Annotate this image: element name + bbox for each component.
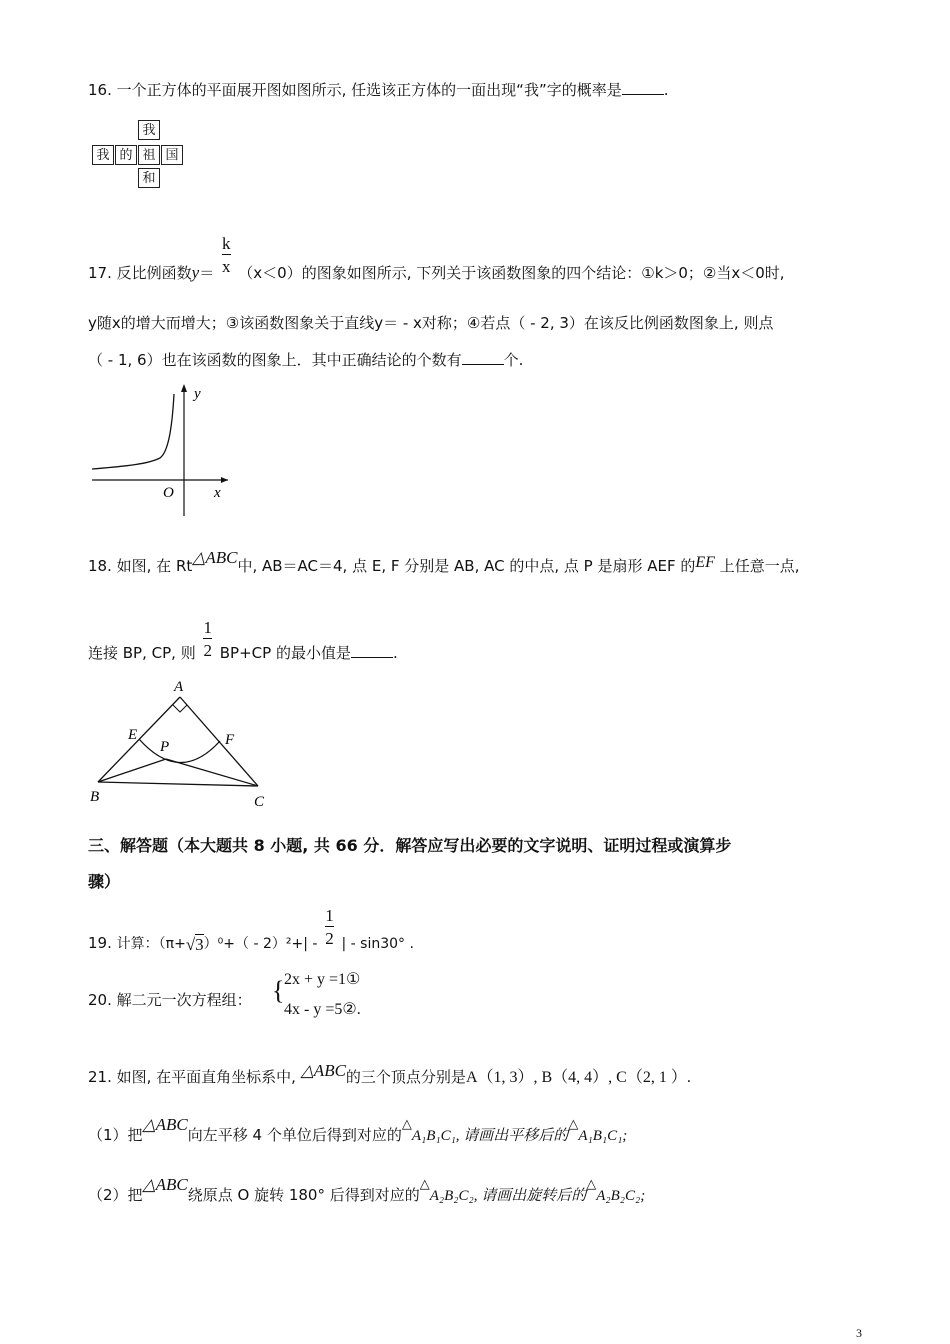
q21-part1-tri-b: △ — [568, 1116, 579, 1131]
q21-part2-tri-a: △ — [419, 1176, 430, 1191]
q21-part1-tri-a: △ — [401, 1116, 412, 1131]
q18-half — [203, 618, 212, 660]
label-p: P — [160, 739, 170, 755]
q18-line2-end: BP+CP 的最小值是 — [219, 643, 351, 662]
q19-sqrt-value: 3 — [195, 934, 204, 954]
q21-points: A（1, 3）, B（4, 4）, C（2, 1 ）. — [465, 1069, 691, 1086]
q17-graph — [88, 380, 238, 520]
question-16 — [88, 82, 669, 98]
q18-text-end: 上任意一点, — [719, 557, 800, 575]
q18-half-den: 2 — [203, 638, 212, 661]
y-axis-arrow — [181, 384, 187, 392]
q21-text: 的三个顶点分别是 — [345, 1068, 466, 1086]
section-3-title: 三、解答题（本大题共 8 小题, 共 66 分．解答应写出必要的文字说明、证明过程或演算步 — [88, 836, 732, 855]
q21-part2-tri-b: △ — [586, 1176, 597, 1191]
segment-cp — [166, 759, 258, 786]
q21-part2-start: （2）把 — [88, 1186, 143, 1204]
net-cell-1: 我 — [92, 145, 114, 165]
q17-k-over-x — [222, 234, 231, 276]
q18-intro: 如图, 在 Rt — [116, 557, 193, 575]
q17-cond: （x＜0）的图象如图所示, 下列关于该函数图象的四个结论：① — [238, 263, 655, 282]
q21-part1-a1b1c1: A₁B₁C₁, 请画出平移后的 — [411, 1128, 569, 1144]
graph-x-label: x — [214, 485, 221, 501]
q17-number: 17. — [88, 263, 112, 282]
q17-answer-blank — [462, 352, 504, 365]
arc-ef — [139, 739, 220, 763]
q21-part2-a2b2c2: A₂B₂C₂, 请画出旋转后的 — [429, 1188, 587, 1204]
side-bc — [98, 782, 258, 786]
q18-end: . — [392, 643, 398, 662]
q21-intro: 如图, 在平面直角坐标系中, — [116, 1068, 296, 1086]
net-cell-4: 国 — [161, 145, 183, 165]
q21-part2-end: A₂B₂C₂; — [596, 1188, 646, 1204]
question-21 — [88, 1061, 691, 1086]
q20-brace: { — [272, 976, 285, 1005]
q21-part-2 — [88, 1175, 646, 1204]
q16-answer-blank — [622, 82, 664, 95]
q19-text-mid: ）⁰+（ - 2）²+| - — [203, 935, 318, 952]
q18-figure — [84, 675, 284, 815]
question-18-line1 — [88, 548, 800, 575]
q17-y: y — [191, 262, 200, 282]
hyperbola-curve — [92, 394, 174, 469]
q17-k-gt: k＞0；②当 — [654, 263, 732, 282]
q16-text: 一个正方体的平面展开图如图所示, 任选该正方体的一面出现“我”字的概率是 — [116, 81, 622, 99]
q21-part1-start: （1）把 — [88, 1126, 143, 1144]
q18-text: 中, AB＝AC＝4, 点 E, F 分别是 AB, AC 的中点, 点 P 是扇形 AEF 的 — [237, 557, 696, 575]
q20-end: . — [356, 1001, 361, 1018]
q19-half-den: 2 — [325, 926, 334, 949]
q17-x-lt: x＜0时, — [731, 263, 785, 282]
graph-origin-label: O — [163, 485, 174, 501]
question-18-line2 — [88, 618, 398, 660]
q21-part1-triangle: △ABC — [142, 1115, 188, 1134]
q20-text: 解二元一次方程组： — [116, 991, 252, 1009]
page-number: 3 — [856, 1326, 862, 1340]
question-17-line3 — [88, 352, 523, 368]
q20-eq2 — [284, 1002, 361, 1018]
net-cell-2: 的 — [115, 145, 137, 165]
q17-k: k — [222, 234, 231, 253]
q18-line2-start: 连接 BP, CP, 则 — [88, 643, 196, 662]
x-axis-arrow — [221, 477, 228, 483]
q16-number: 16. — [88, 81, 112, 99]
right-angle-mark — [173, 705, 187, 712]
q21-part1-end: A₁B₁C₁; — [578, 1128, 628, 1144]
q19-half-num: 1 — [325, 906, 334, 925]
q21-number: 21. — [88, 1068, 112, 1086]
q21-part-1 — [88, 1115, 628, 1144]
q17-line3-text: （ - 1, 6）也在该函数的图象上．其中正确结论的个数有 — [88, 351, 462, 369]
graph-y-label: y — [194, 386, 201, 402]
q21-part1-text: 向左平移 4 个单位后得到对应的 — [187, 1126, 402, 1144]
label-b: B — [90, 789, 100, 805]
q19-half — [325, 906, 334, 948]
q16-end: . — [663, 81, 669, 99]
section-3-title-cont: 骤） — [88, 872, 121, 891]
label-f: F — [225, 732, 235, 748]
question-19 — [88, 906, 414, 954]
net-cell-top: 我 — [138, 120, 160, 140]
label-a: A — [174, 679, 184, 695]
q19-text-end: | - sin30° . — [341, 935, 414, 952]
q19-number: 19. — [88, 933, 112, 952]
net-cell-bottom: 和 — [138, 168, 160, 188]
q19-sqrt: √3 — [185, 934, 204, 954]
q18-arc-ef: EF — [695, 554, 715, 571]
q17-x: x — [222, 254, 231, 277]
q21-triangle: △ABC — [300, 1061, 346, 1080]
q18-half-num: 1 — [203, 618, 212, 637]
q21-part2-text: 绕原点 O 旋转 180° 后得到对应的 — [187, 1186, 420, 1204]
q21-part2-triangle: △ABC — [142, 1175, 188, 1194]
question-17-line1 — [88, 226, 785, 282]
q17-end: 个. — [503, 351, 524, 369]
q17-intro: 反比例函数 — [116, 263, 192, 282]
label-c: C — [254, 794, 265, 810]
q18-number: 18. — [88, 557, 112, 575]
question-20 — [88, 993, 252, 1008]
q20-eq1: 2x + y =1① — [284, 971, 361, 988]
q20-eq2-text: 4x - y =5② — [284, 1001, 357, 1018]
q19-text-start: 计算：（π+ — [116, 935, 186, 952]
label-e: E — [128, 727, 138, 743]
q18-answer-blank — [351, 645, 393, 658]
question-17-line2: y随x的增大而增大；③该函数图象关于直线y＝ - x对称；④若点（ - 2, 3）在该反比例函数图象上, 则点 — [88, 314, 774, 332]
q20-number: 20. — [88, 991, 112, 1009]
q18-triangle: △ABC — [192, 548, 238, 567]
q17-eq: ＝ — [199, 263, 215, 282]
net-cell-3: 祖 — [138, 145, 160, 165]
